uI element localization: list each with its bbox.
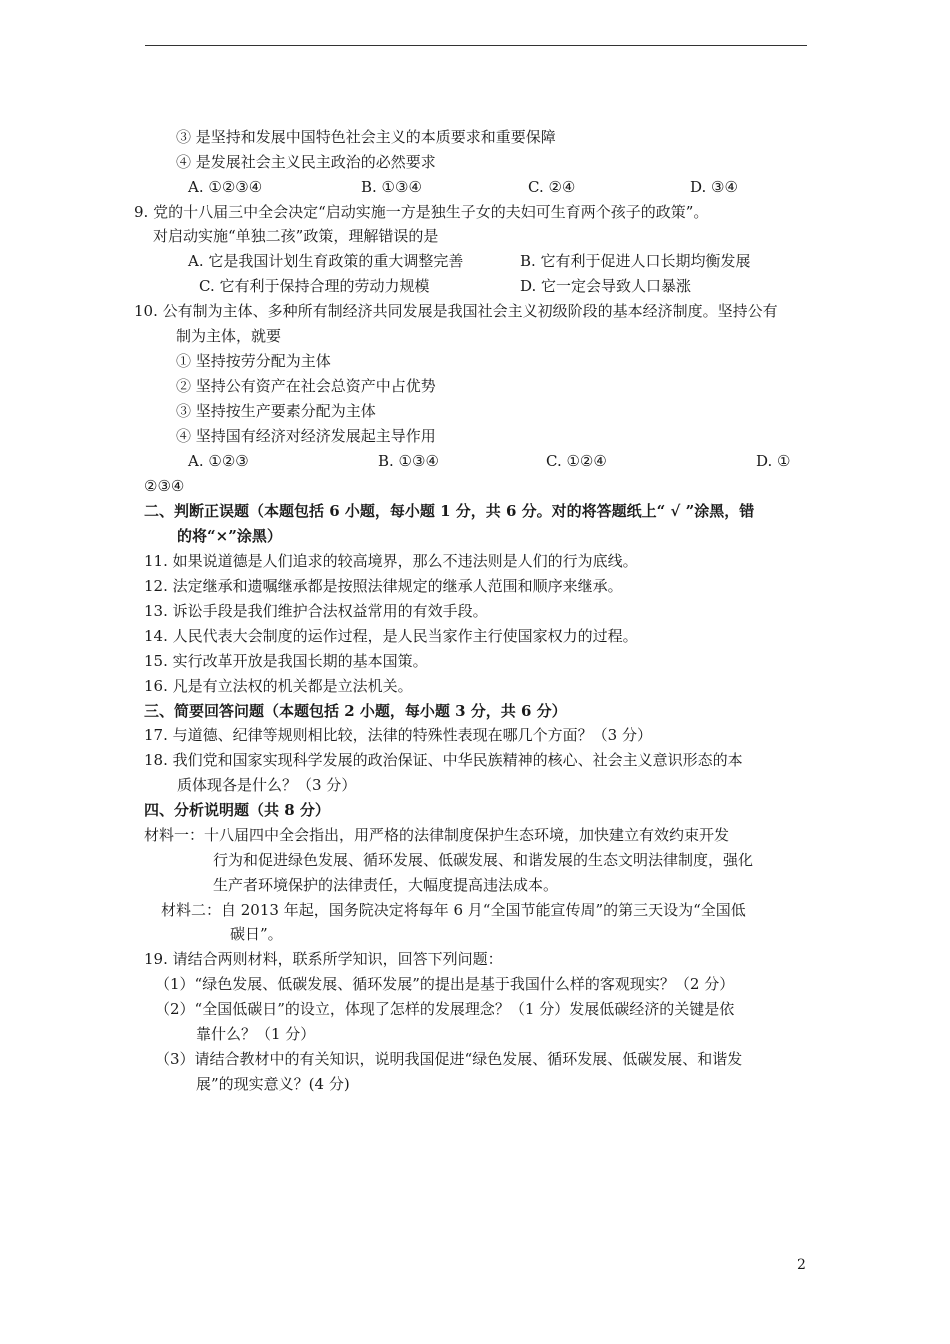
q19-stem: 19. 请结合两则材料，联系所学知识，回答下列问题： xyxy=(144,950,503,968)
q8-option-4: ④ 是发展社会主义民主政治的必然要求 xyxy=(176,153,436,171)
section2-title: 二、判断正误题（本题包括 6 小题，每小题 1 分，共 6 分。对的将答题纸上“ √ ”涂黑，错 xyxy=(144,502,755,520)
q10-choice-d: D. ① xyxy=(756,452,791,470)
q10-option-2: ② 坚持公有资产在社会总资产中占优势 xyxy=(176,377,436,395)
material-2-cont: 碳日”。 xyxy=(230,925,283,943)
q10-choice-b: B. ①③④ xyxy=(378,452,439,470)
q8-choice-b: B. ①③④ xyxy=(361,178,422,196)
q11: 11. 如果说道德是人们追求的较高境界，那么不违法则是人们的行为底线。 xyxy=(144,552,638,570)
material-2: 材料二：自 2013 年起，国务院决定将每年 6 月“全国节能宣传周”的第三天设为“全国低 xyxy=(161,901,746,919)
q9-stem: 9. 党的十八届三中全会决定“启动实施一方是独生子女的夫妇可生育两个孩子的政策”。 xyxy=(134,203,709,221)
q16: 16. 凡是有立法权的机关都是立法机关。 xyxy=(144,677,413,695)
header-rule xyxy=(145,45,807,46)
q8-option-3: ③ 是坚持和发展中国特色社会主义的本质要求和重要保障 xyxy=(176,128,556,146)
q19-part-2: （2）“全国低碳日”的设立，体现了怎样的发展理念？（1 分）发展低碳经济的关键是依 xyxy=(155,1000,735,1018)
q15: 15. 实行改革开放是我国长期的基本国策。 xyxy=(144,652,428,670)
q9-option-a: A. 它是我国计划生育政策的重大调整完善 xyxy=(188,252,464,270)
q10-stem-cont: 制为主体，就要 xyxy=(176,327,282,345)
q8-choice-d: D. ③④ xyxy=(690,178,738,196)
q9-stem-cont: 对启动实施“单独二孩”政策，理解错误的是 xyxy=(153,227,439,245)
q9-option-d: D. 它一定会导致人口暴涨 xyxy=(520,277,692,295)
q8-choice-a: A. ①②③④ xyxy=(188,178,263,196)
q17: 17. 与道德、纪律等规则相比较，法律的特殊性表现在哪几个方面？（3 分） xyxy=(144,726,652,744)
section3-title: 三、简要回答问题（本题包括 2 小题，每小题 3 分，共 6 分） xyxy=(144,702,567,720)
section2-title-cont: 的将“×”涂黑） xyxy=(177,527,282,545)
q10-choice-a: A. ①②③ xyxy=(188,452,249,470)
q18-cont: 质体现各是什么？（3 分） xyxy=(177,776,357,794)
q10-option-3: ③ 坚持按生产要素分配为主体 xyxy=(176,402,376,420)
q9-option-b: B. 它有利于促进人口长期均衡发展 xyxy=(520,252,751,270)
material-1-cont-2: 生产者环境保护的法律责任，大幅度提高违法成本。 xyxy=(213,876,559,894)
q8-choice-c: C. ②④ xyxy=(528,178,576,196)
section4-title: 四、分析说明题（共 8 分） xyxy=(144,801,330,819)
q10-option-4: ④ 坚持国有经济对经济发展起主导作用 xyxy=(176,427,436,445)
q19-part-1: （1）“绿色发展、低碳发展、循环发展”的提出是基于我国什么样的客观现实？（2 分） xyxy=(155,975,735,993)
q10-choice-c: C. ①②④ xyxy=(546,452,607,470)
q10-stem: 10. 公有制为主体、多种所有制经济共同发展是我国社会主义初级阶段的基本经济制度。坚持公有 xyxy=(134,302,778,320)
q19-part-2-cont: 靠什么？（1 分） xyxy=(196,1025,316,1043)
q19-part-3: （3）请结合教材中的有关知识，说明我国促进“绿色发展、循环发展、低碳发展、和谐发 xyxy=(155,1050,743,1068)
q19-part-3-cont: 展”的现实意义？(4 分) xyxy=(196,1075,350,1093)
material-1: 材料一：十八届四中全会指出，用严格的法律制度保护生态环境，加快建立有效约束开发 xyxy=(144,826,730,844)
material-1-cont: 行为和促进绿色发展、循环发展、低碳发展、和谐发展的生态文明法律制度，强化 xyxy=(213,851,754,869)
page-number: 2 xyxy=(797,1257,806,1273)
q14: 14. 人民代表大会制度的运作过程，是人民当家作主行使国家权力的过程。 xyxy=(144,627,638,645)
q13: 13. 诉讼手段是我们维护合法权益常用的有效手段。 xyxy=(144,602,488,620)
q18: 18. 我们党和国家实现科学发展的政治保证、中华民族精神的核心、社会主义意识形态的本 xyxy=(144,751,743,769)
q9-option-c: C. 它有利于保持合理的劳动力规模 xyxy=(199,277,430,295)
q12: 12. 法定继承和遗嘱继承都是按照法律规定的继承人范围和顺序来继承。 xyxy=(144,577,623,595)
q10-option-1: ① 坚持按劳分配为主体 xyxy=(176,352,331,370)
q10-choice-d-wrap: ②③④ xyxy=(144,477,185,495)
